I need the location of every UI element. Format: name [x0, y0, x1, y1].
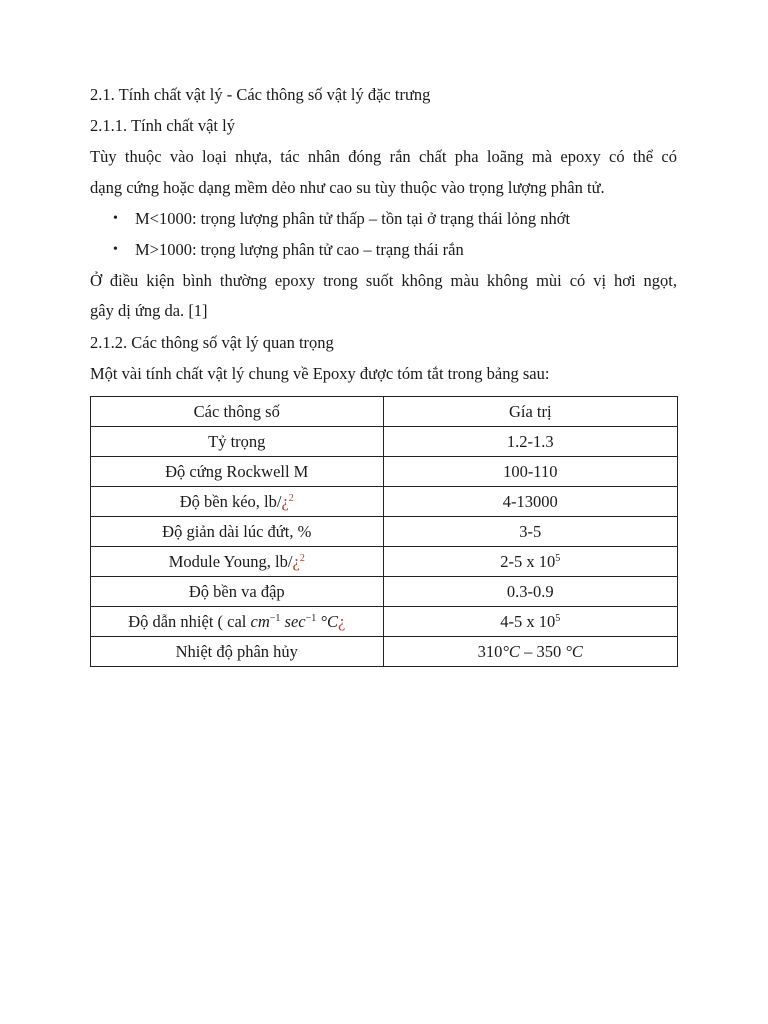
garbled-glyph: ¿: [292, 551, 300, 571]
table-row: [91, 517, 678, 547]
table-row: [91, 547, 678, 577]
table-header-row: [91, 397, 678, 427]
properties-table: [90, 396, 678, 667]
garbled-glyph: ¿: [338, 611, 346, 631]
param-cell: Độ giản dài lúc đứt, %: [91, 517, 384, 547]
table-intro: Một vài tính chất vật lý chung về Epoxy được tóm tắt trong bảng sau:: [90, 364, 550, 383]
heading-2-1-1: 2.1.1. Tính chất vật lý: [90, 116, 235, 135]
header-cell-value: Gía trị: [383, 397, 677, 427]
citation-ref[interactable]: [1]: [188, 301, 208, 320]
value-cell: [383, 547, 677, 577]
param-text: Module Young, lb/: [168, 551, 293, 571]
paragraph-2-line-2: [90, 301, 208, 321]
table-row: [91, 637, 678, 667]
heading-2-1: 2.1. Tính chất vật lý - Các thông số vật lý đặc trưng: [90, 85, 431, 104]
param-cell: [91, 487, 384, 517]
superscript: −1: [305, 612, 317, 624]
param-cell: Độ cứng Rockwell M: [91, 457, 384, 487]
value-cell: 0.3-0.9: [383, 577, 677, 607]
bullet-icon: •: [113, 211, 118, 226]
value-a: 310: [477, 641, 503, 661]
paragraph-2-text: gây dị ứng da.: [90, 301, 185, 320]
paragraph-1-line-1: Tùy thuộc vào loại nhựa, tác nhân đóng rắn chất pha loãng mà epoxy có thể có: [90, 147, 677, 166]
bullet-icon: •: [113, 242, 118, 257]
heading-2-1-2: 2.1.2. Các thông số vật lý quan trọng: [90, 333, 334, 352]
bullet-text: M<1000: trọng lượng phân tử thấp – tồn tại ở trạng thái lỏng nhớt: [135, 209, 571, 228]
value-cell: [383, 607, 677, 637]
table-row: [91, 607, 678, 637]
param-cell: Nhiệt độ phân hủy: [91, 637, 384, 667]
param-cell: [91, 607, 384, 637]
param-text: Độ dẫn nhiệt ( cal: [128, 611, 251, 631]
value-cell: 1.2-1.3: [383, 427, 677, 457]
superscript: 2: [299, 552, 305, 564]
superscript: −1: [269, 612, 281, 624]
unit-degc: °C: [502, 641, 520, 661]
value-base: 4-5 x 10: [500, 611, 556, 631]
table-row: [91, 577, 678, 607]
superscript: 5: [555, 552, 561, 564]
param-text: Độ bền kéo, lb/: [179, 491, 282, 511]
param-cell: [91, 547, 384, 577]
value-cell: 100-110: [383, 457, 677, 487]
value-base: 2-5 x 10: [500, 551, 556, 571]
value-cell: [383, 637, 677, 667]
paragraph-1-line-2: dạng cứng hoặc dạng mềm dẻo như cao su tùy thuộc vào trọng lượng phân tử.: [90, 178, 605, 197]
header-cell-param: Các thông số: [91, 397, 384, 427]
unit-cm: cm: [250, 611, 270, 631]
value-cell: 3-5: [383, 517, 677, 547]
table-row: [91, 487, 678, 517]
superscript: 2: [288, 492, 294, 504]
table-row: [91, 427, 678, 457]
paragraph-2-line-1: Ở điều kiện bình thường epoxy trong suốt không màu không mùi có vị hơi ngọt,: [90, 271, 677, 290]
table-row: [91, 457, 678, 487]
unit-sec: sec: [284, 611, 306, 631]
value-dash: – 350: [519, 641, 566, 661]
param-cell: Độ bền va đập: [91, 577, 384, 607]
garbled-glyph: ¿: [281, 491, 289, 511]
bullet-text: M>1000: trọng lượng phân tử cao – trạng thái rắn: [135, 240, 464, 259]
value-cell: 4-13000: [383, 487, 677, 517]
param-cell: Tỷ trọng: [91, 427, 384, 457]
unit-degc: °C: [565, 641, 583, 661]
unit-degc: °C: [320, 611, 338, 631]
superscript: 5: [555, 612, 561, 624]
